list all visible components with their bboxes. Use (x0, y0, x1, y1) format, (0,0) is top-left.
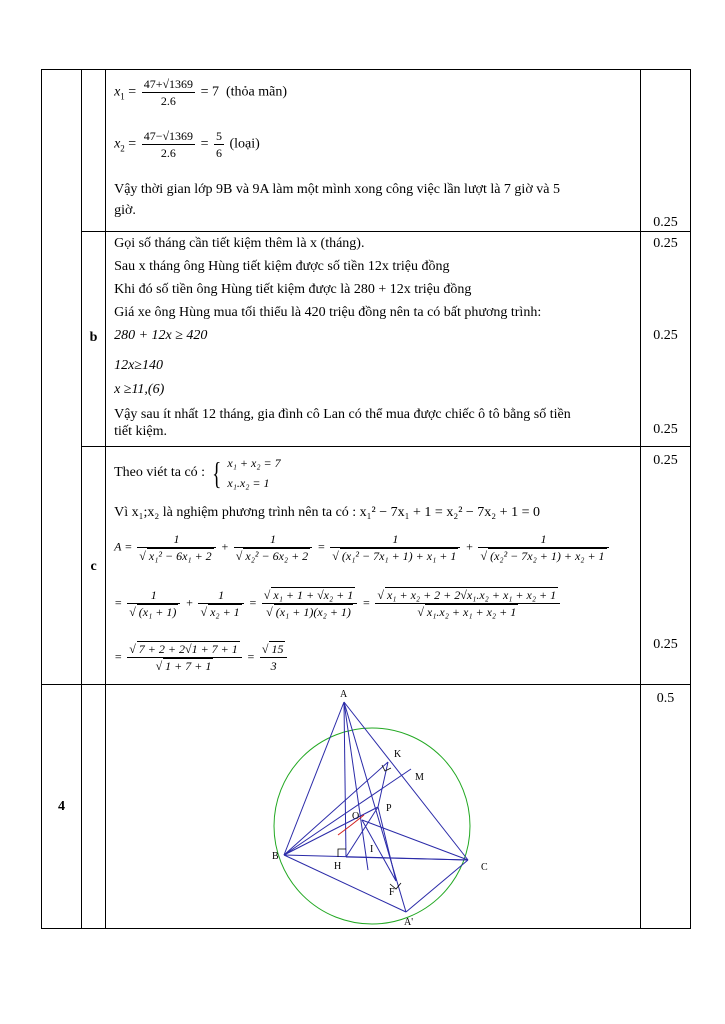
figure-cell (106, 685, 641, 929)
score: 0.25 (653, 422, 678, 437)
eq-3: = $\frac{√ 7 + 2 + 2√1 + 7 + 1}{√ 1 + 7 + 1}$ = $\frac{√ 15}{3}$ (114, 641, 289, 674)
question-number-cell-4 (42, 685, 82, 929)
label-B: B (272, 851, 279, 862)
label-A: A (340, 689, 348, 700)
label-C: C (481, 862, 488, 873)
score: 0.25 (653, 236, 678, 251)
circumcircle (274, 728, 470, 924)
x1-equation: $x_1$ = $\frac{47+√1369}{2.6}$ = 7 (thỏa mãn) (114, 77, 287, 108)
row-c (42, 447, 691, 685)
viet-system: Theo viét ta có : { x₁ + x₂ = 7 x₁.x₂ = 1 (114, 455, 281, 491)
part-cell-empty (82, 70, 106, 232)
answer-table (41, 69, 691, 929)
segment-BK (284, 762, 388, 855)
question-label-4: 4 (58, 799, 66, 814)
segment-PF (378, 807, 396, 881)
b-inequality-1: 280 + 12x ≥ 420 (114, 328, 208, 343)
conclusion-line-1: Vậy thời gian lớp 9B và 9A làm một mình xong công việc lần lượt là 7 giờ và 5 (114, 182, 560, 197)
score-cell-c (640, 447, 690, 685)
b-line-1: Gọi số tháng cần tiết kiệm thêm là x (tháng). (114, 236, 365, 251)
label-O: O (352, 811, 360, 822)
score: 0.25 (653, 637, 678, 652)
score-cell-b (640, 232, 690, 447)
score: 0.25 (653, 215, 678, 230)
label-K: K (394, 749, 402, 760)
altitude-AH (344, 702, 346, 857)
segment-PK (378, 762, 388, 807)
content-cell-b (106, 232, 641, 447)
b-line-3: Khi đó số tiền ông Hùng tiết kiệm được là 280 + 12x triệu đồng (114, 282, 472, 297)
label-F: F (389, 887, 395, 898)
eq-2: = $\frac{1}{\text{√ (x₁ + 1)}}$ + $\frac{1}{\text{√ x₂ + 1}}$ = $\frac{\text{√ x₁ + 1 + √x₂ + 1}}{\text{√ (x₁ + 1)(x₂ + 1)}}$ = $\frac{\text{√ x₁ + x₂ + 2 + 2√x₁.x₂ + x₁ + x₂ + 1}}{\text{√ x₁.x₂ + x₁ + x₂ + 1}}$ (114, 587, 562, 620)
score: 0.25 (653, 453, 678, 468)
label-H: H (334, 861, 342, 872)
x2-equation: $x_2$ = $\frac{47-√1369}{2.6}$ = $\frac{5}{6}$ (loại) (114, 129, 260, 160)
content-cell-c (106, 447, 641, 685)
part-label-c: c (90, 559, 97, 574)
label-M: M (415, 772, 424, 783)
segment-AB (284, 702, 344, 855)
b-line-4: Giá xe ông Hùng mua tối thiểu là 420 triệu đồng nên ta có bất phương trình: (114, 305, 542, 320)
b-inequality-2: 12x≥140 (114, 358, 163, 373)
label-I: I (370, 844, 374, 855)
vi-line: Vì x₁;x₂ là nghiệm phương trình nên ta có : x₁² − 7x₁ + 1 = x₂² − 7x₂ + 1 = 0 (114, 505, 540, 520)
part-cell-b (82, 232, 106, 447)
geometry-figure (106, 685, 640, 929)
segment-CH (346, 857, 468, 860)
segment-BM (284, 769, 411, 855)
score: 0.5 (656, 691, 675, 706)
question-number-cell (42, 70, 82, 685)
score: 0.25 (653, 328, 678, 343)
row-4 (42, 685, 691, 929)
segment-OF (362, 820, 396, 881)
b-conclusion-1: Vậy sau ít nhất 12 tháng, gia đình cô Lan có thể mua được chiếc ô tô bằng số tiền (114, 407, 571, 422)
part-cell-c (82, 447, 106, 685)
eq-A: A = $\frac{1}{\text{√ x₁² − 6x₁ + 2}}$ + $\frac{1}{\text{√ x₂² − 6x₂ + 2}}$ = $\frac{1}{\text{√ (x₁² − 7x₁ + 1) + x₁ + 1}}$ + $\frac{1}{\text{√ (x₂² − 7x₂ + 1) + x₂ + 1}}$ (114, 531, 610, 564)
score-cell-top (640, 70, 690, 232)
score-cell-4 (640, 685, 690, 929)
part-cell-empty-4 (82, 685, 106, 929)
segment-BA2 (284, 855, 406, 912)
segment-CA2 (406, 860, 468, 912)
highlight-segment (338, 826, 350, 835)
row-b (42, 232, 691, 447)
part-label-b: b (89, 330, 98, 345)
segment-BP (284, 807, 378, 855)
label-P: P (386, 803, 392, 814)
right-angle-H (338, 849, 346, 857)
b-inequality-3: x ≥11,(6) (114, 382, 165, 397)
conclusion-line-2: giờ. (114, 203, 136, 218)
row-continuation (42, 70, 691, 232)
b-line-2: Sau x tháng ông Hùng tiết kiệm được số tiền 12x triệu đồng (114, 259, 450, 274)
label-A-prime: A' (404, 917, 414, 928)
content-cell-top (106, 70, 641, 232)
segment-AA2 (344, 702, 406, 912)
b-conclusion-2: tiết kiệm. (114, 424, 167, 439)
